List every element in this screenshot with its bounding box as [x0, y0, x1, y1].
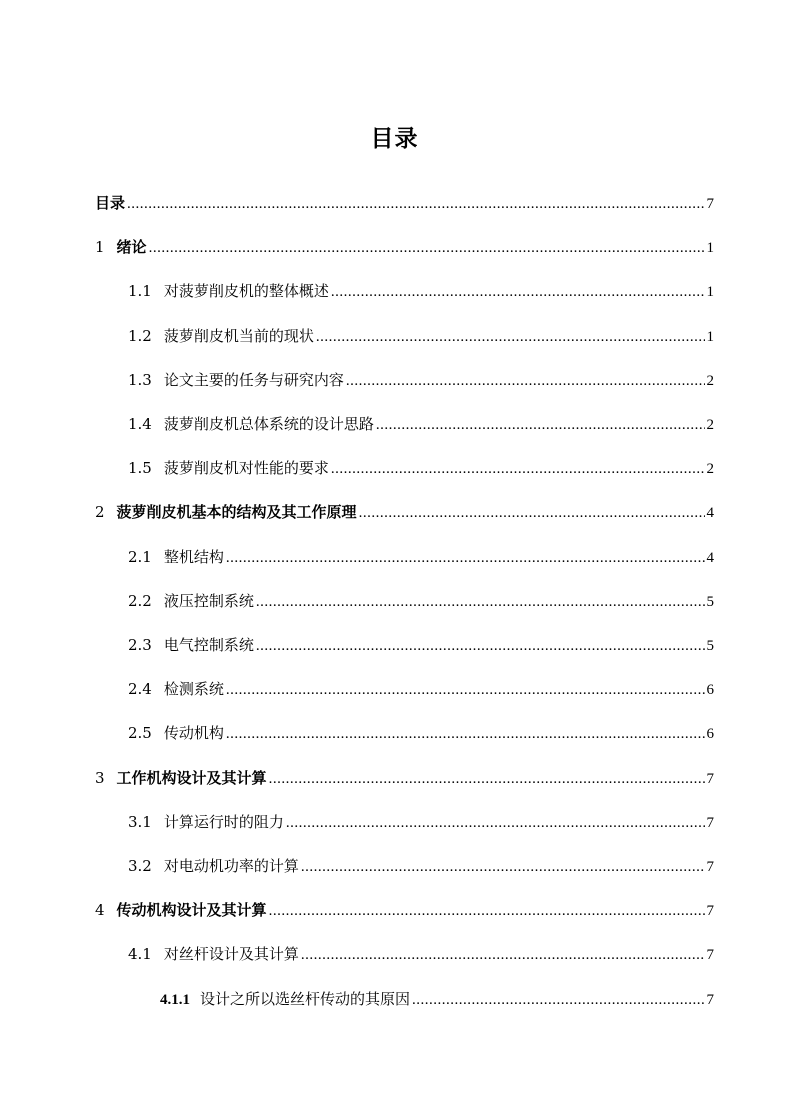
toc-dot-leader [226, 675, 705, 705]
toc-dot-leader [301, 940, 705, 970]
toc-entry-label: 对菠萝削皮机的整体概述 [163, 282, 329, 301]
toc-entry[interactable] [128, 276, 714, 306]
toc-entry-number: 4.1.1 [160, 991, 190, 1008]
toc-entry[interactable] [128, 851, 714, 881]
toc-entry-label: 论文主要的任务与研究内容 [163, 370, 344, 389]
toc-entry[interactable] [95, 763, 714, 793]
toc-dot-leader [316, 322, 705, 352]
toc-entry-number: 3.1 [128, 812, 152, 831]
toc-entry-number: 1.3 [128, 370, 152, 389]
toc-entry-number: 1.1 [128, 282, 152, 301]
toc-entry-label: 菠萝削皮机基本的结构及其工作原理 [116, 503, 357, 522]
toc-dot-leader [412, 985, 704, 1015]
toc-entry-page-number: 5 [706, 593, 714, 610]
toc-entry-label: 计算运行时的阻力 [163, 812, 284, 831]
toc-entry[interactable] [128, 365, 714, 395]
page-title: 目录 [370, 126, 419, 152]
toc-entry-page-number: 2 [706, 417, 714, 433]
toc-entry-page-number: 5 [706, 638, 714, 654]
toc-entry[interactable] [95, 232, 714, 262]
toc-entry-label: 绪论 [116, 238, 147, 257]
toc-entry-label: 电气控制系统 [163, 636, 254, 654]
toc-entry-page-number: 6 [706, 726, 714, 743]
toc-entry-number: 1.4 [128, 415, 152, 433]
toc-entry-number: 1 [95, 238, 105, 257]
toc-entry-label: 传动机构 [163, 724, 224, 743]
toc-entry-number: 3.2 [128, 857, 152, 875]
toc-dot-leader [359, 498, 705, 528]
toc-dot-leader [226, 719, 705, 749]
toc-dot-leader [256, 631, 705, 661]
toc-entry[interactable] [128, 674, 714, 704]
toc-entry-number: 4 [95, 901, 105, 920]
toc-dot-leader [331, 454, 705, 484]
toc-entry-page-number: 6 [706, 682, 714, 699]
toc-entry[interactable] [160, 984, 714, 1014]
toc-entry[interactable] [128, 630, 714, 660]
toc-entry-label: 传动机构设计及其计算 [116, 901, 267, 920]
toc-entry-page-number: 2 [706, 461, 714, 478]
toc-entry-number: 2.2 [128, 591, 152, 610]
toc-dot-leader [127, 189, 704, 219]
toc-entry-number: 2.3 [128, 636, 152, 654]
toc-dot-leader [149, 233, 705, 263]
toc-dot-leader [286, 808, 705, 838]
toc-entry[interactable] [128, 321, 714, 351]
toc-entry-page-number: 7 [706, 947, 714, 964]
toc-entry[interactable] [95, 895, 714, 925]
toc-dot-leader [269, 764, 705, 794]
toc-dot-leader [269, 896, 705, 926]
toc-entry-label: 整机结构 [163, 547, 224, 566]
toc-entry-number: 2 [95, 503, 105, 522]
toc-dot-leader [331, 277, 705, 307]
toc-entry[interactable] [128, 542, 714, 572]
toc-entry-page-number: 1 [706, 240, 714, 257]
toc-entry-label: 设计之所以选丝杆传动的其原因 [200, 989, 411, 1008]
toc-entry-label: 目录 [95, 194, 126, 212]
toc-entry[interactable] [95, 497, 714, 527]
toc-entry-label: 液压控制系统 [163, 591, 254, 610]
toc-entry-page-number: 1 [706, 284, 714, 301]
toc-entry-label: 对电动机功率的计算 [163, 857, 299, 875]
toc-entry-page-number: 7 [706, 814, 714, 831]
toc-entry-page-number: 7 [706, 196, 714, 212]
toc-dot-leader [226, 543, 705, 573]
toc-entry-label: 对丝杆设计及其计算 [163, 945, 299, 964]
toc-dot-leader [376, 410, 705, 440]
toc-entry-page-number: 7 [706, 859, 714, 875]
toc-entry-label: 检测系统 [163, 680, 224, 699]
toc-entry-page-number: 7 [706, 991, 714, 1008]
toc-entry[interactable] [95, 188, 714, 218]
toc-entry-page-number: 4 [706, 549, 714, 566]
toc-entry-number: 1.2 [128, 326, 152, 345]
toc-dot-leader [301, 852, 705, 882]
toc-entry-label: 菠萝削皮机总体系统的设计思路 [163, 415, 374, 433]
toc-entry-page-number: 4 [706, 505, 714, 522]
toc-entry-page-number: 7 [706, 770, 714, 787]
toc-entry-page-number: 2 [706, 372, 714, 389]
toc-entry[interactable] [128, 453, 714, 483]
toc-dot-leader [256, 587, 705, 617]
toc-entry-label: 工作机构设计及其计算 [116, 768, 267, 787]
toc-entry-number: 3 [95, 768, 105, 787]
toc-entry-page-number: 7 [706, 903, 714, 920]
toc-entry-page-number: 1 [706, 328, 714, 345]
toc-entry-number: 2.5 [128, 724, 152, 743]
toc-entry-number: 4.1 [128, 945, 152, 964]
toc-entry-number: 2.4 [128, 680, 152, 699]
toc-dot-leader [346, 366, 705, 396]
toc-entry[interactable] [128, 586, 714, 616]
toc-entry[interactable] [128, 807, 714, 837]
toc-entry-label: 菠萝削皮机当前的现状 [163, 326, 314, 345]
toc-entry[interactable] [128, 939, 714, 969]
toc-entry-number: 2.1 [128, 547, 152, 566]
toc-entry[interactable] [128, 409, 714, 439]
toc-entry[interactable] [128, 718, 714, 748]
toc-entry-label: 菠萝削皮机对性能的要求 [163, 459, 329, 478]
toc-entry-number: 1.5 [128, 459, 152, 478]
